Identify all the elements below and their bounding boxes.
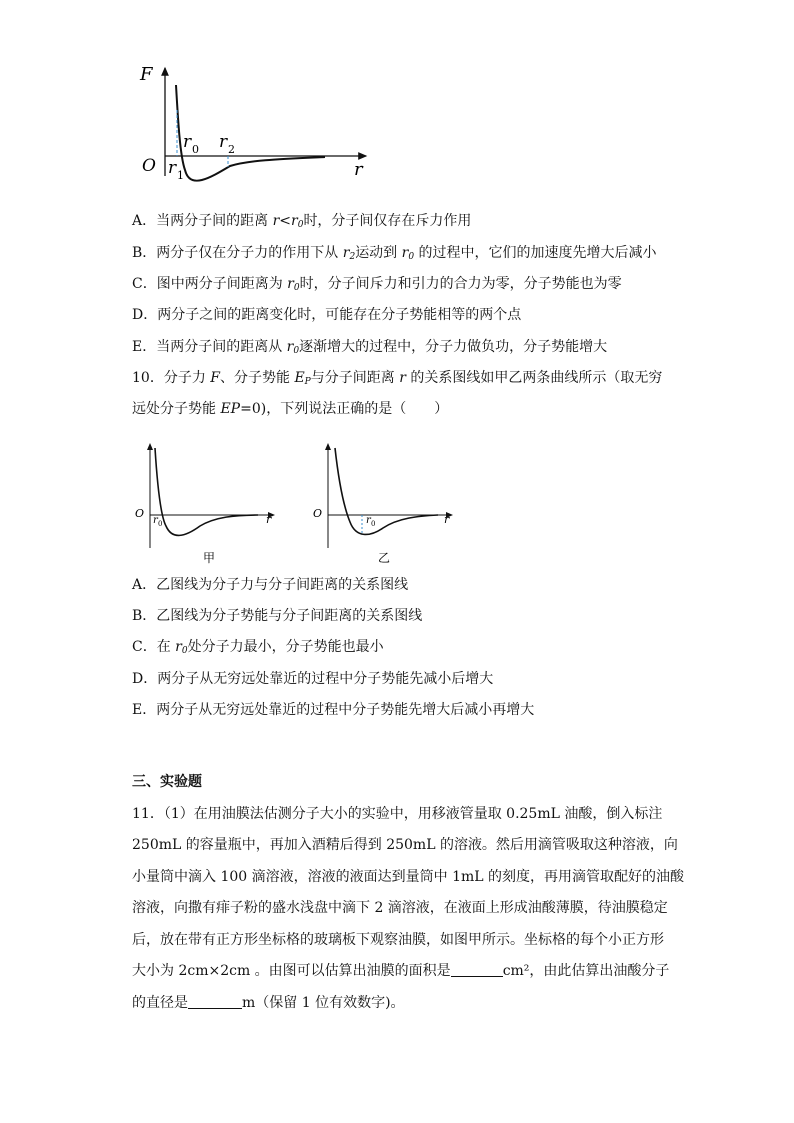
q11-line-7: 的直径是 m（保留 1 位有效数字)。	[132, 995, 405, 1011]
q10-stem-line2: 远处分子势能 EP=0)，下列说法正确的是（ ）	[132, 401, 449, 417]
caption-yi: 乙	[378, 551, 391, 565]
diameter-answer-blank[interactable]	[188, 994, 242, 1009]
r1-subscript: 1	[177, 169, 184, 182]
q9-option-b: B．两分子仅在分子力的作用下从 $r_2$运动到 $r_0$ 的过程中，它们的加速度先增大后减小	[132, 245, 657, 262]
curve-yi	[335, 448, 438, 534]
area-answer-blank[interactable]	[451, 962, 503, 977]
q10-stem-line1: 10．分子力 F、分子势能 $E_P$与分子间距离 r 的关系图线如甲乙两条曲线所示（取无穷	[132, 370, 663, 387]
q10-option-e: E．两分子从无穷远处靠近的过程中分子势能先增大后减小再增大	[132, 702, 535, 718]
force-distance-figure	[130, 60, 380, 185]
caption-jia: 甲	[203, 551, 216, 565]
x-axis-label: r	[444, 513, 450, 526]
curve-jia	[155, 448, 258, 535]
q9-option-d: D．两分子之间的距离变化时，可能存在分子势能相等的两个点	[132, 307, 522, 323]
x-axis-label: r	[354, 159, 363, 180]
q11-line-2: 250mL 的容量瓶中，再加入酒精后得到 250mL 的溶液。然后用滴管吸取这种溶液，向	[132, 837, 678, 853]
r0-subscript: 0	[192, 143, 199, 156]
origin-label: O	[135, 507, 145, 520]
origin-label: O	[313, 507, 323, 520]
r0-label: r	[183, 132, 192, 152]
figure-jia	[130, 440, 280, 570]
r1-label: r	[168, 158, 177, 178]
r0-subscript: 0	[158, 520, 163, 528]
q10-option-c: C．在 $r_0$处分子力最小，分子势能也最小	[132, 639, 384, 656]
q9-option-e: E．当两分子间的距离从 $r_0$逐渐增大的过程中，分子力做负功，分子势能增大	[132, 339, 608, 356]
y-axis-label: F	[140, 64, 153, 85]
section-heading: 三、实验题	[132, 774, 202, 790]
r0-label: r	[153, 515, 158, 526]
x-axis-label: r	[266, 513, 272, 526]
r2-subscript: 2	[228, 143, 235, 156]
q11-line-3: 小量筒中滴入 100 滴溶液，溶液的液面达到量筒中 1mL 的刻度，再用滴管取配好的油酸	[132, 869, 684, 885]
q10-option-a: A．乙图线为分子力与分子间距离的关系图线	[132, 577, 409, 593]
figure-yi	[308, 440, 458, 570]
r0-label: r	[366, 515, 371, 526]
q9-option-a: A．当两分子间的距离 $r<r_0$时，分子间仅存在斥力作用	[132, 213, 472, 230]
q11-line-4: 溶液，向撒有痱子粉的盛水浅盘中滴下 2 滴溶液，在液面上形成油酸薄膜，待油膜稳定	[132, 900, 668, 916]
q10-option-d: D．两分子从无穷远处靠近的过程中分子势能先减小后增大	[132, 671, 494, 687]
q11-line-6: 大小为 2cm×2cm 。由图可以估算出油膜的面积是 cm²，由此估算出油酸分子	[132, 963, 670, 979]
q11-line-5: 后，放在带有正方形坐标格的玻璃板下观察油膜，如图甲所示。坐标格的每个小正方形	[132, 932, 664, 948]
q11-line-1: 11．（1）在用油膜法估测分子大小的实验中，用移液管量取 0.25mL 油酸，倒入标注	[132, 806, 663, 822]
force-curve	[176, 85, 325, 181]
r2-label: r	[219, 132, 228, 152]
q9-option-c: C．图中两分子间距离为 $r_0$时，分子间斥力和引力的合力为零，分子势能也为零	[132, 276, 622, 293]
r0-subscript: 0	[371, 520, 376, 528]
q10-option-b: B．乙图线为分子势能与分子间距离的关系图线	[132, 608, 423, 624]
origin-label: O	[142, 156, 156, 176]
